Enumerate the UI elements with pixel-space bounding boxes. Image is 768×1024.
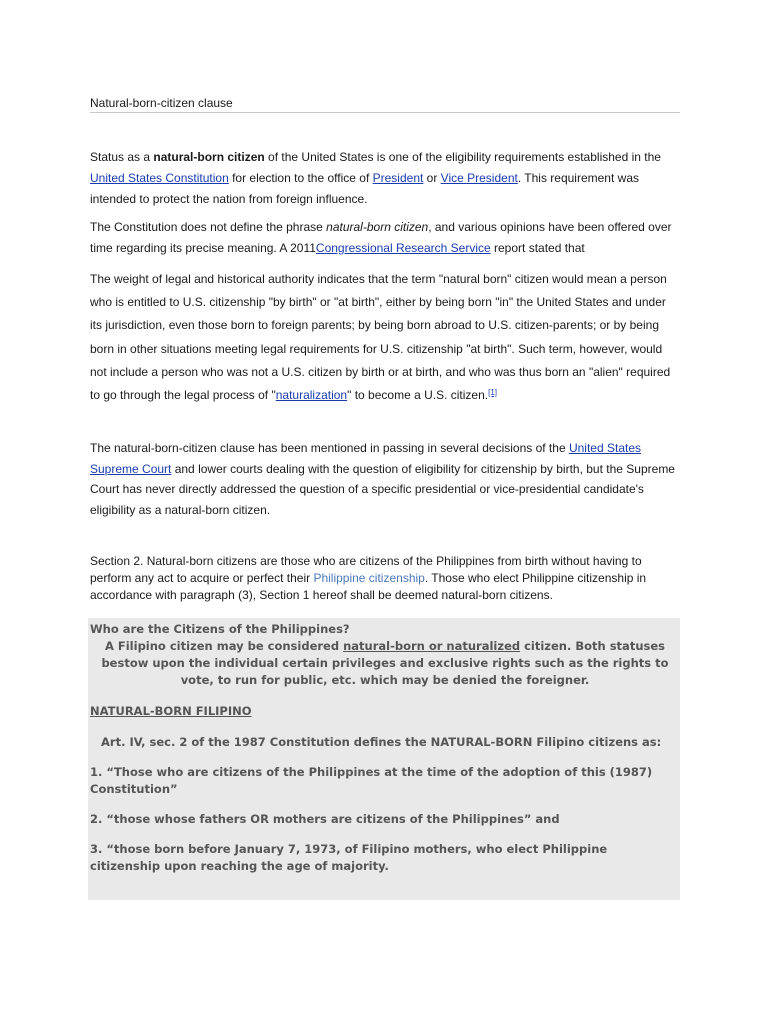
text: , and various opinions have been offered over time regarding its precise meaning. A 2011 xyxy=(90,220,672,255)
underlined-term: natural-born or naturalized xyxy=(343,639,521,653)
italic-term: natural-born citizen xyxy=(326,220,429,234)
article-definition: Art. IV, sec. 2 of the 1987 Constitution defines the NATURAL-BORN Filipino citizens as: xyxy=(101,735,662,749)
text: The natural-born-citizen clause has been mentioned in passing in several decisions of the xyxy=(90,441,569,455)
text: citizen. Both statuses bestow upon the individual certain privileges and exclusive rights such as the rights to vote, to run for public, etc. which may be denied the foreigner. xyxy=(101,639,669,687)
text: and lower courts dealing with the question of eligibility for citizenship by birth, but the Supreme Court has never directly addressed the question of a specific presidential or vice-presidential candidate's eligibility as a natural-born citizen. xyxy=(90,461,675,517)
footnote-ref xyxy=(488,388,497,397)
paragraph-supreme-court xyxy=(90,438,680,520)
text: Status as a xyxy=(90,150,154,164)
paragraph-quote xyxy=(90,268,680,407)
bold-term: natural-born citizen xyxy=(153,150,265,164)
link-crs[interactable]: Congressional Research Service xyxy=(315,241,491,255)
list-item: 2. “those whose fathers OR mothers are citizens of the Philippines” and xyxy=(90,812,560,826)
paragraph-definition xyxy=(90,217,680,259)
link-president[interactable]: President xyxy=(372,171,424,185)
box-intro xyxy=(90,638,680,689)
text: Section 2. Natural-born citizens are those who are citizens of the Philippines from birth without having to perform any act to acquire or perfect their xyxy=(90,554,642,585)
box-question: Who are the Citizens of the Philippines? xyxy=(90,622,350,636)
text: for election to the office of xyxy=(228,171,373,185)
text: A Filipino citizen may be considered xyxy=(104,639,344,653)
text: report stated that xyxy=(490,241,585,255)
text: " to become a U.S. citizen. xyxy=(347,388,489,403)
link-philippine-citizenship[interactable]: Philippine citizenship xyxy=(313,571,425,585)
paragraph-status xyxy=(90,147,680,210)
footnote-link[interactable]: [1] xyxy=(488,388,498,398)
text: . This requirement was intended to protect the nation from foreign influence. xyxy=(90,171,639,206)
link-naturalization[interactable]: naturalization xyxy=(275,388,348,403)
text: of the United States is one of the eligibility requirements established in the xyxy=(264,150,661,164)
link-us-constitution[interactable]: United States Constitution xyxy=(90,171,229,185)
list-item: 3. “those born before January 7, 1973, of Filipino mothers, who elect Philippine citizenship upon reaching the age of majority. xyxy=(90,842,608,873)
paragraph-section-2 xyxy=(90,553,680,604)
text: The Constitution does not define the phrase xyxy=(90,220,327,234)
link-supreme-court[interactable]: United States Supreme Court xyxy=(90,441,641,476)
citizens-box xyxy=(88,618,680,900)
page-title: Natural-born-citizen clause xyxy=(90,96,680,113)
text: The weight of legal and historical authority indicates that the term "natural born" citizen would mean a person who is entitled to U.S. citizenship "by birth" or "at birth", either by being born "in" the United States and under its jurisdiction, even those born to foreign parents; by being born abroad to U.S. citizen-parents; or by being born in other situations meeting legal requirements for U.S. citizenship "at birth". Such term, however, would not include a person who was not a U.S. citizen by birth or at birth, and who was thus born an "alien" required to go through the legal process of " xyxy=(90,272,671,403)
link-vice-president[interactable]: Vice President xyxy=(440,171,518,185)
citizens-box-content xyxy=(90,621,680,875)
text: . Those who elect Philippine citizenship in accordance with paragraph (3), Section 1 hereof shall be deemed natural-born citizens. xyxy=(90,571,647,602)
list-item: 1. “Those who are citizens of the Philippines at the time of the adoption of this (1987) Constitution” xyxy=(90,765,653,796)
text: or xyxy=(423,171,441,185)
natural-born-heading: NATURAL-BORN FILIPINO xyxy=(90,704,252,718)
